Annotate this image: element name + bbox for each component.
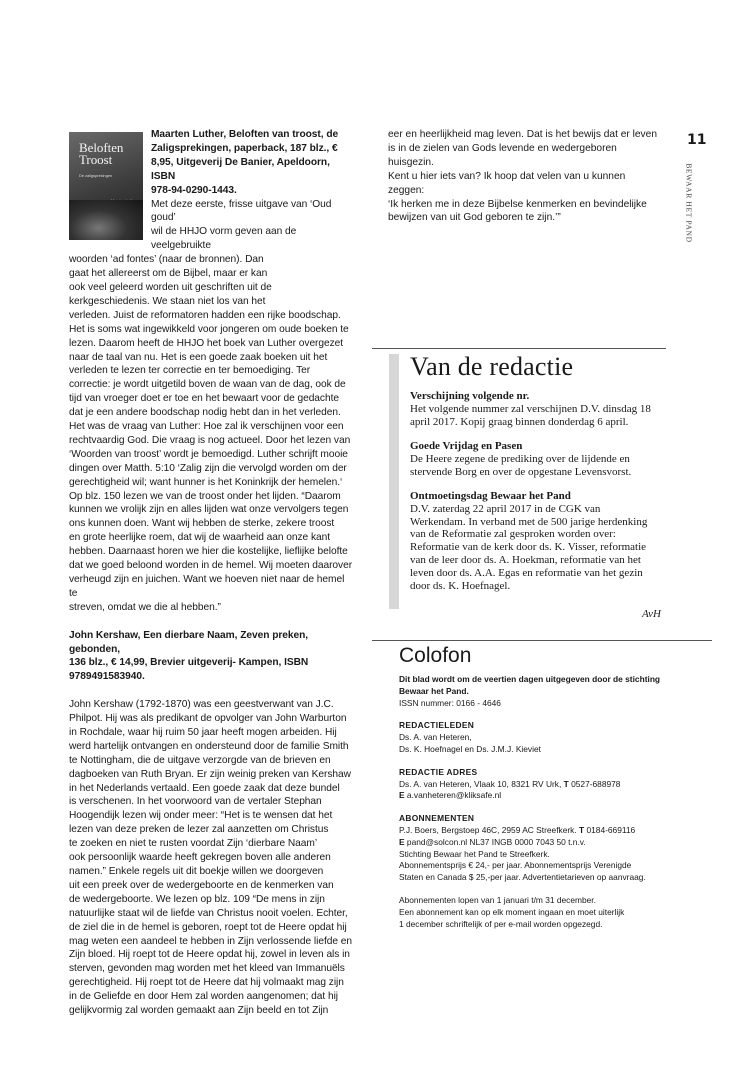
review-kershaw <box>69 629 354 1018</box>
redactie-item-pasen <box>410 440 670 479</box>
text-line: ook persoonlijk waarde heeft gekregen boven alle anderen <box>69 852 331 864</box>
text-line: kunnen we vrolijk zijn en alles lijden wat onze vervolgers tegen <box>69 504 349 516</box>
text-line: eer en heerlijkheid mag leven. Dat is het bewijs dat er leven <box>388 129 657 140</box>
text-line: rechtvaardig God. Die vraag is nog actueel. Door het lezen van <box>69 434 351 446</box>
text-line: Een abonnement kan op elk moment ingaan en moet uiterlijk <box>399 906 625 917</box>
text-line: mag weten een aandeel te hebben in Zijn verlossende liefde en <box>69 935 352 947</box>
text-line: wil de HHJO vorm geven aan de veelgebruikte <box>151 226 297 252</box>
email-and-account[interactable]: pand@solcon.nl NL37 INGB 0000 7043 50 t.n.v. <box>406 836 586 847</box>
left-column <box>69 128 354 1018</box>
text-line: Staten en Canada $ 25,-per jaar. Advertentietarieven op aanvraag. <box>399 872 646 883</box>
colofon-adres-line <box>399 779 709 791</box>
text-line: Op blz. 150 lezen we van de troost onder het lijden. “Daarom <box>69 490 341 502</box>
text-line: dingen over Matth. 5:10 ‘Zalig zijn die vervolgd worden om der <box>69 462 347 474</box>
text-line: Abonnementsprijs € 24,- per jaar. Abonnementsprijs Verenigde <box>399 860 632 871</box>
email-address[interactable]: a.vanheteren@kliksafe.nl <box>406 790 502 801</box>
text-line: uit een preek over de wedergeboorte en de kenmerken van <box>69 879 334 891</box>
text-line: te zoeken en niet te rusten voordat Zijn ‘dierbare Naam’ <box>69 838 318 850</box>
text-span: P.J. Boers, Bergstoep 46C, 2959 AC Streefkerk. <box>399 824 577 835</box>
heading-line: 978-94-0290-1443. <box>151 184 237 196</box>
text-line: Kent u hier iets van? Ik hoop dat velen van u kunnen zeggen: <box>388 170 626 196</box>
email-label: E <box>399 790 405 801</box>
heading-line: 136 blz., € 14,99, Brevier uitgeverij- Kampen, ISBN <box>69 657 309 669</box>
text-line: Reformatie van de kerk door ds. K. Visser, reformatie <box>410 541 647 554</box>
text-line: naar de taal van nu. Het is een goede zaak boeken uit het <box>69 351 328 363</box>
heading-line: 8,95, Uitgeverij De Banier, Apeldoorn, ISBN <box>151 156 330 182</box>
review-kershaw-body <box>69 698 354 1018</box>
redactie-section <box>410 350 670 620</box>
text-line: gerechtigheid wil; want hunner is het Koninkrijk der hemelen.‘ <box>69 476 343 488</box>
text-line: sterven, gevonden mag worden met het kleed van Immanuëls <box>69 963 345 975</box>
phone-number: 0184-669116 <box>586 824 636 835</box>
text-line: hebben. Daarnaast horen we hier die kostelijke, lieflijke belofte <box>69 546 348 558</box>
review-kershaw-heading <box>69 629 354 685</box>
colofon-abon-address-line <box>399 825 709 837</box>
heading-line: 9789491583940. <box>69 671 145 683</box>
phone-label: T <box>563 778 569 789</box>
text-line: Hoogendijk lezen wij onder meer: “Het is te wensen dat het <box>69 810 333 822</box>
text-line: lezen. Daarom heeft de HHJO het boek van Luther overgezet <box>69 337 344 349</box>
text-line: van de leer door ds. A. Hoekman, reformatie van het <box>410 554 641 567</box>
book-cover-subtitle: De zaligsprekingen <box>79 173 113 178</box>
text-line: Abonnementen lopen van 1 januari t/m 31 december. <box>399 894 596 905</box>
redactie-item-verschijning <box>410 390 670 429</box>
text-line: John Kershaw (1792-1870) was een geestverwant van J.C. <box>69 699 334 711</box>
book-cover-image <box>69 132 143 240</box>
text-line: Philpot. Hij was als predikant de opvolger van John Warburton <box>69 713 347 725</box>
text-line: Het was de vraag van Luther: Hoe zal ik verschijnen voor een <box>69 421 344 433</box>
text-line: ook veel geleerd worden uit geschriften uit de <box>69 281 272 293</box>
text-line: dat we goed beloond worden in de hemel. Wij moeten daarover <box>69 560 353 572</box>
text-line: Het volgende nummer zal verschijnen D.V. dinsdag 18 <box>410 403 651 415</box>
redactie-item-heading: Verschijning volgende nr. <box>410 390 530 402</box>
text-line: de wedergeboorte. We lezen op blz. 109 “De mens in zijn <box>69 893 325 905</box>
colofon-title: Colofon <box>399 644 472 667</box>
text-line: dagboeken van Ruth Bryan. Er zijn weinig preken van Kershaw <box>69 768 351 780</box>
text-line: correctie: je wordt uitgetild boven de waan van de dag, ook de <box>69 379 346 391</box>
redactie-divider <box>372 348 666 349</box>
review-continuation <box>388 128 663 225</box>
redactie-item-ontmoetingsdag <box>410 490 670 593</box>
text-span: Ds. A. van Heteren, Vlaak 10, 8321 RV Urk, <box>399 778 562 789</box>
redactie-item-heading: Ontmoetingsdag Bewaar het Pand <box>410 489 571 502</box>
text-line: verleden te lezen ter correctie en ter bemoediging. Ter <box>69 365 311 377</box>
text-line: gerechtigheid. Hij roept tot de Heere dat hij volmaakt mag zijn <box>69 977 344 989</box>
text-line: tijd van vroeger doet er toe en het bewaart voor de gedachte <box>69 393 339 405</box>
text-line: april 2017. Kopij graag binnen donderdag 6 april. <box>410 415 629 428</box>
text-line: 1 december schriftelijk of per e-mail worden opgezegd. <box>399 918 603 929</box>
colofon-adres-heading: REDACTIE ADRES <box>399 766 478 777</box>
text-line: Stichting Bewaar het Pand te Streefkerk. <box>399 848 550 859</box>
text-line: Het is soms wat ingewikkeld voor jongeren om oude boeken te <box>69 323 349 335</box>
colofon-adres-email-line <box>399 790 709 802</box>
text-line: en grote heerlijke roem, dat wij de waarheid aan onze kant <box>69 532 331 544</box>
text-line: in Rochdale, waar hij ruim 50 jaar heeft mogen arbeiden. Hij <box>69 726 337 738</box>
text-line: ‘Woorden van troost’ wordt je bemoedigd. Luther schrijft mooie <box>69 448 348 460</box>
running-head-text: BEWAAR HET PAND <box>684 163 694 243</box>
heading-line: Zaligsprekingen, paperback, 187 blz., € <box>151 142 338 154</box>
text-line: Met deze eerste, frisse uitgave van ‘Oud goud’ <box>151 198 332 224</box>
text-line: woorden ‘ad fontes’ (naar de bronnen). Dan <box>69 254 264 266</box>
text-line: stervende Borg en over de opgestane Levensvorst. <box>410 465 632 478</box>
text-line: te Nottingham, die de uitgave verzorgde van de brieven en <box>69 754 331 766</box>
text-line: Werkendam. In verband met de 500 jarige herdenking <box>410 515 648 528</box>
text-line: namen.” Enkele regels uit dit boekje willen we doorgeven <box>69 866 324 877</box>
colofon-abonnementen-heading: ABONNEMENTEN <box>399 813 475 824</box>
text-line: dat je een andere boodschap nodig hebt dan in het verleden. <box>69 407 341 419</box>
text-line: natuurlijke staat wil de liefde van Christus nooit voelen. Echter, <box>69 907 348 919</box>
phone-label: T <box>579 824 585 835</box>
redactie-title: Van de redactie <box>410 352 574 381</box>
book-cover-title: Beloften Troost <box>79 140 124 167</box>
text-line: verleden. Juist de reformatoren hadden een rijke boodschap. <box>69 309 341 321</box>
text-line: is in de zielen van Gods levende en wedergeboren huisgezin. <box>388 142 617 168</box>
text-line: is verschenen. In het voorwoord van de vertaler Stephan <box>69 796 322 808</box>
colofon-issn: ISSN nummer: 0166 - 4646 <box>399 697 501 708</box>
colofon-abon-email-line <box>399 837 709 849</box>
text-line: in de Geliefde en door Hem zal worden aangenomen; dat hij <box>69 991 338 1003</box>
colofon-redactieleden-heading: REDACTIELEDEN <box>399 720 475 731</box>
page-number: 11 <box>687 132 707 148</box>
heading-line: John Kershaw, Een dierbare Naam, Zeven preken, gebonden, <box>69 629 309 655</box>
redactie-side-bar <box>389 354 399 609</box>
review-luther-body <box>69 198 354 615</box>
text-line: ‘Ik herken me in deze Bijbelse kenmerken en bevindelijke <box>388 198 647 210</box>
phone-number: 0527-688978 <box>571 778 621 789</box>
text-line: bewijzen van uit God geboren te zijn.’” <box>388 212 561 224</box>
text-line: gaat het allereerst om de Bijbel, maar er kan <box>69 268 268 280</box>
text-line: streven, omdat we die al hebben.” <box>69 601 221 613</box>
colofon-section <box>399 643 709 930</box>
text-line: Ds. K. Hoefnagel en Ds. J.M.J. Kieviet <box>399 743 541 754</box>
book-cover-artwork <box>69 200 143 240</box>
text-line: de ziel die in de hemel is geboren, roept tot de Heere opdat hij <box>69 921 347 933</box>
text-line: werd hartelijk ontvangen en ondersteund door de familie Smith <box>69 740 349 752</box>
text-line: gelijkvormig zal worden gemaakt aan Zijn beeld en tot Zijn <box>69 1005 329 1017</box>
email-label: E <box>399 836 405 847</box>
running-head <box>682 157 696 249</box>
text-line: kerkgeschiedenis. We staan niet los van het <box>69 295 266 307</box>
text-line: Ds. A. van Heteren, <box>399 732 472 743</box>
text-line: ons kunnen doen. Want wij hebben de sterke, zekere troost <box>69 518 335 530</box>
text-line: door ds. K. Hoefnagel. <box>410 580 511 593</box>
heading-line: Maarten Luther, Beloften van troost, de <box>151 129 339 140</box>
text-line: lezen van deze preken de lezer zal aanzetten om Christus <box>69 824 329 836</box>
text-line: van de Reformatie zal gesproken worden over: <box>410 528 616 541</box>
redactie-item-heading: Goede Vrijdag en Pasen <box>410 439 523 452</box>
colofon-divider <box>372 640 712 641</box>
text-line: in het Nederlands vertaald. Een goede zaak dat deze bundel <box>69 782 340 794</box>
text-line: verheugd zijn en juichen. Want we hoeven niet naar de hemel te <box>69 574 345 599</box>
text-line: D.V. zaterdag 22 april 2017 in de CGK van <box>410 502 601 515</box>
redactie-signature: AvH <box>642 608 661 620</box>
text-line: De Heere zegene de prediking over de lijdende en <box>410 452 630 465</box>
colofon-intro-line: Dit blad wordt om de veertien dagen uitgegeven door de stichting <box>399 674 661 684</box>
text-line: Zijn bloed. Hij roept tot de Heere opdat hij, zowel in leven als in <box>69 949 350 961</box>
colofon-intro-line: Bewaar het Pand. <box>399 685 469 696</box>
text-line: leven door ds. A.A. Egas en reformatie van het gezin <box>410 567 643 580</box>
